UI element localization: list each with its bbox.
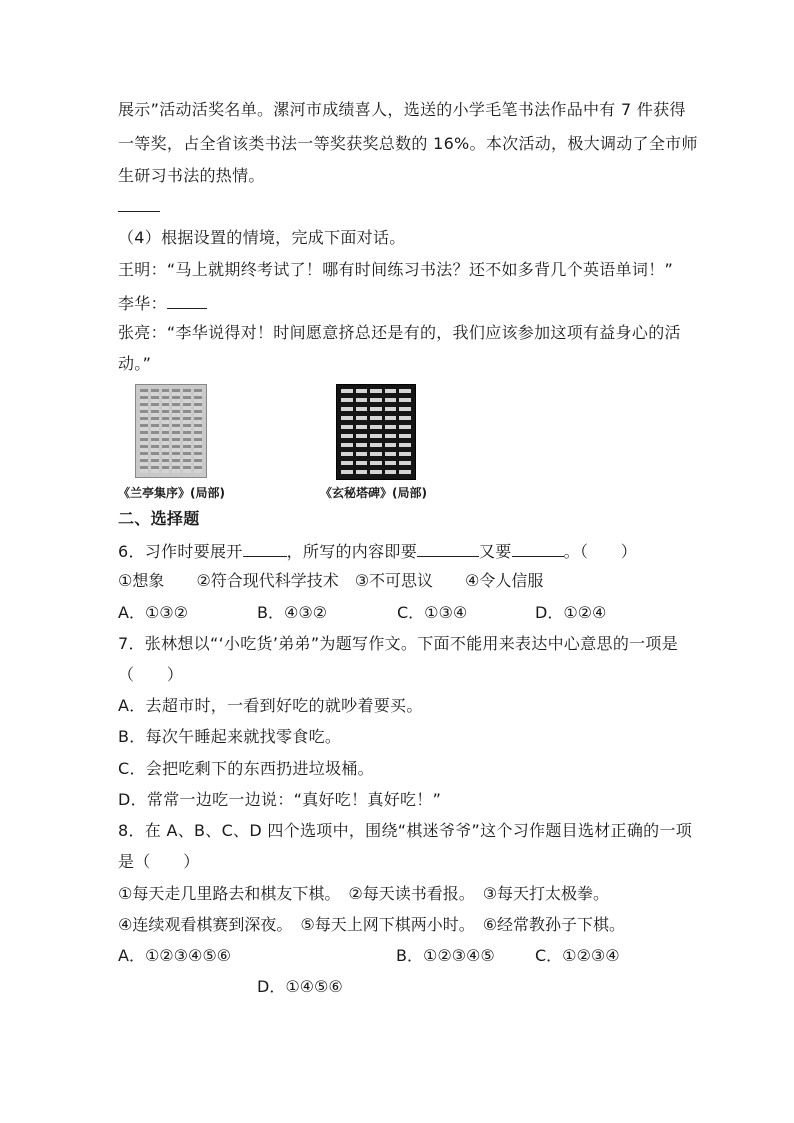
q7-option-d[interactable]: D．常常一边吃一边说：“真好吃！真好吃！” (118, 790, 442, 809)
q4-zhangliang-2: 动。” (118, 354, 152, 373)
xuanmi-calligraphy-image (336, 384, 416, 480)
q4-prompt: （4）根据设置的情境，完成下面对话。 (118, 228, 406, 247)
paragraph-line-3: 生研习书法的热情。 (118, 166, 265, 185)
q6-part3: 又要 (479, 542, 512, 561)
lihua-answer-blank[interactable] (167, 292, 207, 309)
q8-choice-d[interactable]: D．①④⑤⑥ (257, 977, 343, 996)
q4-zhangliang-1: 张亮：“李华说得对！时间愿意挤总还是有的，我们应该参加这项有益身心的活 (118, 323, 681, 342)
q6-blank-1[interactable] (243, 540, 287, 557)
q4-lihua-line (118, 292, 207, 314)
lanting-calligraphy-image (135, 384, 207, 478)
q6-part1: 6．习作时要展开 (118, 542, 243, 561)
answer-blank-line[interactable] (118, 211, 160, 212)
q7-option-c[interactable]: C．会把吃剩下的东西扔进垃圾桶。 (118, 759, 374, 778)
lanting-caption: 《兰亭集序》(局部) (118, 486, 225, 500)
section-2-title: 二、选择题 (118, 509, 200, 528)
q6-blank-3[interactable] (512, 540, 564, 557)
q6-choice-a[interactable]: A．①③② (118, 603, 188, 622)
q8-stem-2: 是（ ） (118, 852, 200, 871)
q7-stem-1: 7．张林想以“‘小吃货’弟弟”为题写作文。下面不能用来表达中心意思的一项是 (118, 634, 679, 653)
q7-option-b[interactable]: B．每次午睡起来就找零食吃。 (118, 727, 342, 746)
q7-option-a[interactable]: A．去超市时，一看到好吃的就吵着要买。 (118, 696, 423, 715)
q6-blank-2[interactable] (417, 540, 479, 557)
q6-choice-b[interactable]: B．④③② (257, 603, 328, 622)
q8-choice-c[interactable]: C．①②③④ (535, 946, 620, 965)
q6-stem (118, 540, 637, 562)
q8-stem-1: 8．在 A、B、C、D 四个选项中，围绕“棋迷爷爷”这个习作题目选材正确的一项 (118, 821, 693, 840)
xuanmi-caption: 《玄秘塔碑》(局部) (320, 486, 427, 500)
q8-choice-b[interactable]: B．①②③④⑤ (396, 946, 495, 965)
q6-choice-d[interactable]: D．①②④ (535, 603, 607, 622)
paragraph-line-2: 一等奖，占全省该类书法一等奖获奖总数的 16%。本次活动，极大调动了全市师 (118, 134, 698, 153)
q8-options-2: ④连续观看棋赛到深夜。 ⑤每天上网下棋两小时。 ⑥经常教孙子下棋。 (118, 915, 626, 934)
q6-part4: 。（ ） (563, 542, 638, 561)
lihua-label: 李华： (118, 294, 167, 313)
q6-part2: ，所写的内容即要 (286, 542, 417, 561)
q8-options-1: ①每天走几里路去和棋友下棋。 ②每天读书看报。 ③每天打太极拳。 (118, 884, 610, 903)
q8-choice-a[interactable]: A．①②③④⑤⑥ (118, 946, 232, 965)
q6-choice-c[interactable]: C．①③④ (397, 603, 468, 622)
q6-options: ①想象 ②符合现代科学技术 ③不可思议 ④令人信服 (118, 571, 544, 590)
q4-wangming: 王明：“马上就期终考试了！哪有时间练习书法？还不如多背几个英语单词！” (118, 260, 674, 279)
paragraph-line-1: 展示”活动活奖名单。漯河市成绩喜人，选送的小学毛笔书法作品中有 7 件获得 (118, 100, 686, 119)
q7-stem-2: （ ） (118, 665, 184, 684)
